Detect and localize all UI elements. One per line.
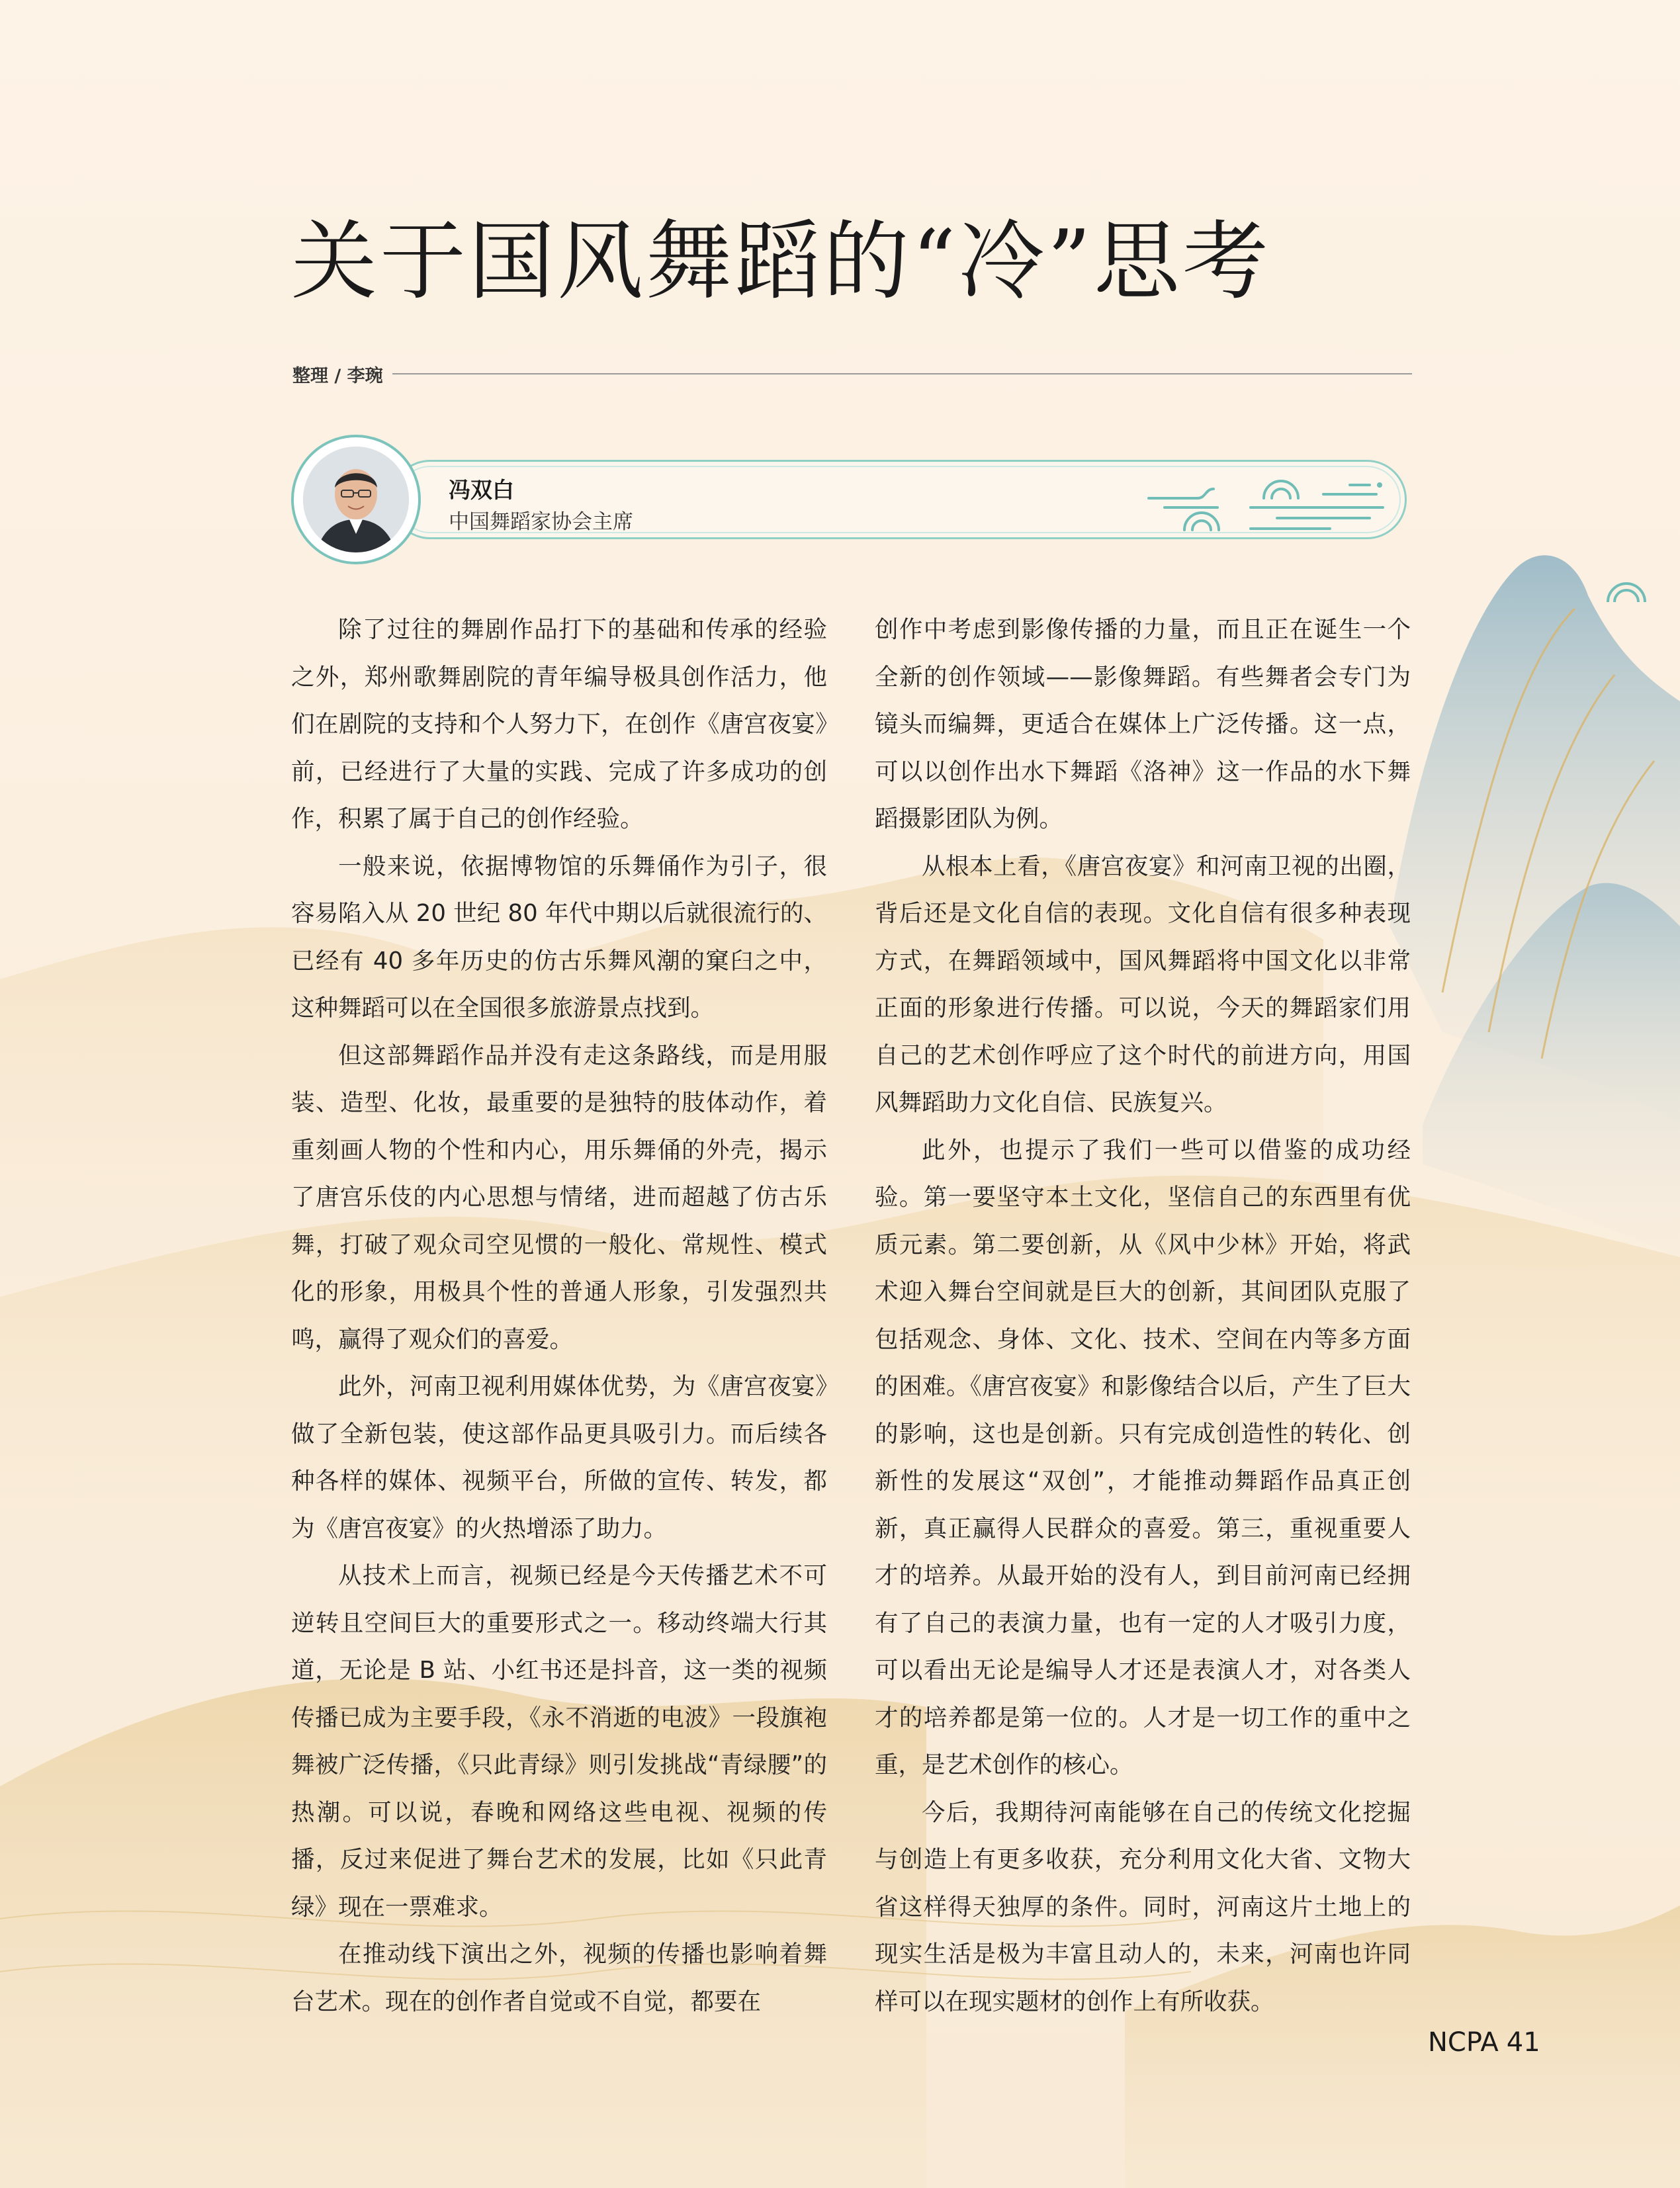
author-name: 冯双白 bbox=[449, 477, 514, 503]
magazine-name: NCPA bbox=[1428, 2027, 1499, 2058]
paragraph: 在推动线下演出之外，视频的传播也影响着舞台艺术。现在的创作者自觉或不自觉，都要在 bbox=[291, 1941, 827, 2015]
paragraph: 一般来说，依据博物馆的乐舞俑作为引子，很容易陷入从 20 世纪 80 年代中期以后就很流行的、已经有 40 多年历史的仿古乐舞风潮的窠臼之中，这种舞蹈可以在全国很多旅游景点找到。 bbox=[291, 852, 827, 1022]
byline bbox=[292, 361, 1412, 387]
paragraph: 此外，也提示了我们一些可以借鉴的成功经验。第一要坚守本土文化，坚信自己的东西里有优质元素。第二要创新，从《风中少林》开始，将武术迎入舞台空间就是巨大的创新，其间团队克服了包括观念、身体、文化、技术、空间在内等多方面的困难。《唐宫夜宴》和影像结合以后，产生了巨大的影响，这也是创新。只有完成创造性的转化、创新性的发展这“双创”，才能推动舞蹈作品真正创新，真正赢得人民群众的喜爱。第三，重视重要人才的培养。从最开始的没有人，到目前河南已经拥有了自己的表演力量，也有一定的人才吸引力度，可以看出无论是编导人才还是表演人才，对各类人才的培养都是第一位的。人才是一切工作的重中之重，是艺术创作的核心。 bbox=[875, 1136, 1411, 1778]
author-role: 中国舞蹈家协会主席 bbox=[449, 510, 633, 534]
avatar-ring bbox=[291, 435, 421, 564]
paragraph: 此外，河南卫视利用媒体优势，为《唐宫夜宴》做了全新包装，使这部作品更具吸引力。而后续各种各样的媒体、视频平台，所做的宣传、转发，都为《唐宫夜宴》的火热增添了助力。 bbox=[291, 1373, 827, 1542]
portrait-image bbox=[303, 447, 409, 552]
paragraph: 除了过往的舞剧作品打下的基础和传承的经验之外，郑州歌舞剧院的青年编导极具创作活力，他们在剧院的支持和个人努力下，在创作《唐宫夜宴》前，已经进行了大量的实践、完成了许多成功的创作，积累了属于自己的创作经验。 bbox=[291, 616, 827, 832]
author-avatar bbox=[303, 447, 409, 552]
author-card bbox=[291, 435, 1411, 564]
paragraph: 但这部舞蹈作品并没有走这条路线，而是用服装、造型、化妆，最重要的是独特的肢体动作，着重刻画人物的个性和内心，用乐舞俑的外壳，揭示了唐宫乐伎的内心思想与情绪，进而超越了仿古乐舞，打破了观众司空见惯的一般化、常规性、模式化的形象，用极具个性的普通人形象，引发强烈共鸣，赢得了观众们的喜爱。 bbox=[291, 1041, 827, 1353]
paragraph: 从根本上看，《唐宫夜宴》和河南卫视的出圈，背后还是文化自信的表现。文化自信有很多种表现方式，在舞蹈领域中，国风舞蹈将中国文化以非常正面的形象进行传播。可以说，今天的舞蹈家们用自己的艺术创作呼应了这个时代的前进方向，用国风舞蹈助力文化自信、民族复兴。 bbox=[875, 852, 1411, 1116]
byline-text: 整理 / 李琬 bbox=[292, 365, 383, 386]
paragraph: 今后，我期待河南能够在自己的传统文化挖掘与创造上有更多收获，充分利用文化大省、文物大省这样得天独厚的条件。同时，河南这片土地上的现实生活是极为丰富且动人的，未来，河南也许同样可以在现实题材的创作上有所收获。 bbox=[875, 1798, 1411, 2015]
article-title: 关于国风舞蹈的“冷”思考 bbox=[291, 211, 1271, 312]
paragraph: 创作中考虑到影像传播的力量，而且正在诞生一个全新的创作领域——影像舞蹈。有些舞者会专门为镜头而编舞，更适合在媒体上广泛传播。这一点，可以以创作出水下舞蹈《洛神》这一作品的水下舞蹈摄影团队为例。 bbox=[875, 616, 1411, 832]
column-right bbox=[875, 606, 1411, 2025]
column-left bbox=[291, 606, 827, 2025]
byline-divider bbox=[392, 373, 1412, 374]
paragraph: 从技术上而言，视频已经是今天传播艺术不可逆转且空间巨大的重要形式之一。移动终端大行其道，无论是 B 站、小红书还是抖音，这一类的视频传播已成为主要手段，《永不消逝的电波》一段旗袍舞被广泛传播，《只此青绿》则引发挑战“青绿腰”的热潮。可以说，春晚和网络这些电视、视频的传播，反过来促进了舞台艺术的发展，比如《只此青绿》现在一票难求。 bbox=[291, 1562, 827, 1921]
page-number: 41 bbox=[1506, 2027, 1540, 2058]
page-footer bbox=[1428, 2027, 1548, 2058]
cloud-ornament-icon bbox=[1145, 472, 1396, 538]
